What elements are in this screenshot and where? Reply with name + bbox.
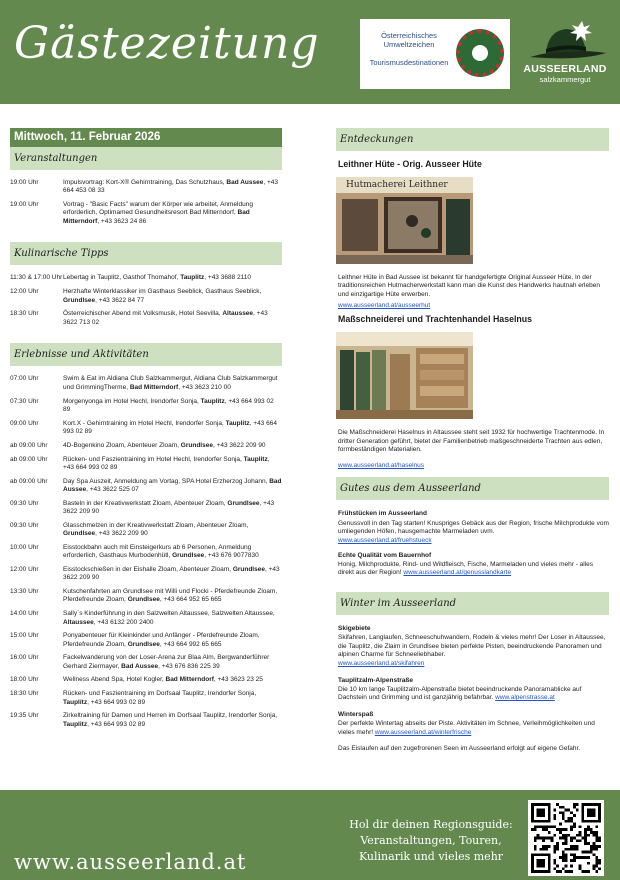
gutes-item-2 <box>336 552 609 578</box>
event-text: Zirkeltraining für Damen und Herren im Dorfsaal Tauplitz, Irendorfer Sonja, <box>63 712 278 720</box>
event-description <box>63 288 282 305</box>
event-phone: , +43 664 993 02 89 <box>63 455 270 471</box>
event-list <box>10 366 282 739</box>
event-row <box>10 478 282 495</box>
event-text: Fackelwanderung von der Loser-Arena zur Blaa Alm, Bergwanderführer Gerhard Ziermayer, <box>63 654 270 670</box>
event-text: Ponyabenteuer für Kleinkinder und Anfänger - Pferdefreunde Zloam, Pferdefreunde Zloam, <box>63 632 260 648</box>
event-time: 13:30 Uhr <box>10 588 39 596</box>
event-text: Glasschmelzen in der Kreativwerkstatt Zloam, Abenteuer Zloam, <box>63 521 249 529</box>
event-row <box>10 566 282 583</box>
gutes-item-text: Genussvoll in den Tag starten! Knuspriges Gebäck aus der Region, frische Milchprodukte vom umliegenden Höfen, hausgemachte Marmeladen uvm. <box>338 519 609 536</box>
event-text: Herzhafte Winterklassiker im Gasthaus Seeblick, Gasthaus Seeblick, <box>63 288 262 296</box>
link-genusslandkarte[interactable]: www.ausseerland.at/genusslandkarte <box>403 569 512 577</box>
event-row <box>10 179 282 196</box>
event-text: Swim & Eat im Aldiana Club Salzkammergut, Aldiana Club Salzkammergut und GrimmingTherme, <box>63 375 278 391</box>
event-phone: , +43 3623 210 00 <box>178 383 231 391</box>
event-description <box>63 398 282 415</box>
event-text: Vortrag - "Basic Facts" warum der Körper wie arbeitet, Anmeldung erforderlich, Optimamed Gesundheitsresort Bad Mitterndorf, <box>63 201 253 217</box>
event-description <box>63 676 282 684</box>
event-text: Kort.X - Gehirntraining im Hotel Hechl, Irendorfer Sonja, <box>63 419 226 427</box>
event-place: Tauplitz <box>225 419 250 427</box>
event-description <box>63 500 282 517</box>
event-text: Morgenyonga im Hotel Hechl, Irendorfer Sonja, <box>63 397 201 405</box>
event-description <box>63 310 282 327</box>
event-phone: , +43 664 952 65 665 <box>159 596 222 604</box>
event-row <box>10 310 282 327</box>
event-place: Grundlsee <box>63 296 96 304</box>
event-time: 19:00 Uhr <box>10 201 39 209</box>
umweltzeichen-seal-icon <box>456 29 504 77</box>
event-time: 12:00 Uhr <box>10 288 39 296</box>
qr-code-icon[interactable] <box>528 800 604 876</box>
event-description <box>63 632 282 649</box>
winter-item-body: Die 10 km lange Tauplitzalm-Alpenstraße bietet beeindruckende Panoramablicke auf Dachstein und Grimming und ist ganzjährig befahrbar. <box>338 685 582 702</box>
page-title: Gästezeitung <box>14 18 320 69</box>
event-place: Grundlsee <box>127 596 160 604</box>
event-place: Grundlsee <box>232 566 265 574</box>
event-phone: , +43 3688 2110 <box>204 274 251 282</box>
event-place: Tauplitz <box>63 698 88 706</box>
event-phone: , +43 3623 23 25 <box>213 676 263 684</box>
winter-item-title: Skigebiete <box>338 624 371 632</box>
event-place: Grundlsee <box>227 499 260 507</box>
event-row <box>10 398 282 415</box>
event-phone: , +43 3622 209 90 <box>95 530 148 538</box>
event-text: Wellness Abend Spa, Hotel Kogler, <box>63 676 166 684</box>
event-description <box>63 544 282 561</box>
section-header-gutes: Gutes aus dem Ausseerland <box>336 477 609 500</box>
winter-item-title: Tauplitzalm-Alpenstraße <box>338 676 414 684</box>
event-place: Bad Mitterndorf <box>63 209 250 225</box>
event-row <box>10 610 282 627</box>
event-time: 19:35 Uhr <box>10 712 39 720</box>
event-time: 10:00 Uhr <box>10 543 39 551</box>
event-phone: , +43 664 993 02 89 <box>87 698 146 706</box>
event-place: Grundlsee <box>180 441 213 449</box>
event-row <box>10 274 282 282</box>
event-sections <box>10 147 282 739</box>
shop-sign: Hutmacherei Leithner <box>346 180 448 190</box>
footer <box>0 790 620 880</box>
event-time: 19:00 Uhr <box>10 179 39 186</box>
event-phone: , +43 3622 713 02 <box>63 310 268 326</box>
gutes-item-body: Honig, Milchprodukte, Rind- und Wildfleisch, Fische, Marmeladen und vieles mehr - alles direkt aus der Region! <box>338 561 594 577</box>
event-place: Bad Aussee <box>63 477 282 493</box>
badge-line-1: Österreichisches <box>381 31 437 40</box>
event-list <box>10 265 282 337</box>
date-bar: Mittwoch, 11. Februar 2026 <box>10 128 282 147</box>
link-skifahren[interactable]: www.ausseerland.at/skifahren <box>338 659 425 667</box>
event-text: Eisstockbahn auch mit Einsteigerkurs ab 6 Personen, Anmeldung erforderlich, Gasthaus Murbodenhütl, <box>63 543 252 560</box>
hat-icon <box>520 17 610 63</box>
event-description <box>63 456 282 473</box>
event-row <box>10 442 282 450</box>
event-description <box>63 375 282 392</box>
event-row <box>10 690 282 707</box>
event-row <box>10 654 282 671</box>
winter-item-1 <box>336 625 609 667</box>
gutes-item-1 <box>336 510 609 543</box>
website-link[interactable]: www.ausseerland.at <box>14 850 247 874</box>
link-ausseerhut[interactable]: www.ausseerland.at/ausseerhut <box>338 302 431 310</box>
event-row <box>10 632 282 649</box>
event-description <box>63 478 282 495</box>
event-list <box>10 170 282 236</box>
cta-line-2: Veranstaltungen, Touren, <box>360 834 502 847</box>
ausseerland-logo <box>520 17 610 87</box>
event-row <box>10 288 282 305</box>
event-phone: , +43 3622 209 90 <box>212 441 266 449</box>
header <box>0 0 620 104</box>
event-text: Lebertag in Tauplitz, Gasthof Thomahof, <box>63 274 181 282</box>
event-place: Grundlsee <box>172 552 205 560</box>
event-row <box>10 375 282 392</box>
event-description <box>63 712 282 729</box>
event-time: 18:00 Uhr <box>10 676 39 684</box>
event-text: Sally´s Kinderführung in den Salzwelten Altaussee, Salzwelten Altaussee, <box>63 610 275 618</box>
event-text: 4D-Bogenkino Zloam, Abenteuer Zloam, <box>63 441 181 449</box>
event-place: Bad Mitterndorf <box>165 676 214 684</box>
winter-item-text <box>338 686 609 703</box>
event-phone: , +43 664 993 02 89 <box>87 720 146 728</box>
event-row <box>10 588 282 605</box>
event-text: Österreichischer Abend mit Volksmusik, Hotel Seevilla, <box>63 310 223 318</box>
event-description <box>63 179 282 196</box>
event-time: 07:30 Uhr <box>10 397 39 405</box>
feature-text-haselnus: Die Maßschneiderei Haselnus in Altaussee steht seit 1932 für hochwertige Trachtenmode. In dritter Generation geführt, bietet der Familienbetrieb maßgeschneiderte Trachten aus edlen, formbeständigen Materialien. <box>338 429 605 454</box>
regionsguide-cta <box>336 817 526 865</box>
feature-title-leithner: Leithner Hüte - Orig. Ausseer Hüte <box>338 159 482 169</box>
events-column <box>10 128 282 739</box>
link-winterfrische[interactable]: www.ausseerland.at/winterfrische <box>374 728 472 736</box>
event-phone: , +43 3622 525 07 <box>86 485 139 493</box>
event-time: ab 09:00 Uhr <box>10 455 48 463</box>
umweltzeichen-badge <box>360 19 510 89</box>
feature-text-leithner: Leithner Hüte in Bad Aussee ist bekannt für handgefertigte Original Ausseer Hüte. In der traditionsreichen Hutmacherwerkstatt kann man die Kunst des Handwerks hautnah erleben und einzigartige Hüte erwerben. <box>338 274 600 298</box>
section-header: Kulinarische Tipps <box>10 242 282 265</box>
event-description <box>63 610 282 627</box>
gutes-item-title: Frühstücken im Ausseerland <box>338 510 427 518</box>
section-header: Veranstaltungen <box>10 147 282 170</box>
event-description <box>63 690 282 707</box>
event-phone: , +43 664 993 02 89 <box>63 397 274 413</box>
event-row <box>10 500 282 517</box>
event-place: Bad Aussee <box>121 662 159 670</box>
section-header-entdeckungen: Entdeckungen <box>336 128 609 151</box>
event-text: Impulsvortrag: Kort-X® Gehirntraining, Das Schutzhaus, <box>63 179 227 186</box>
event-phone: , +43 6132 200 2400 <box>93 618 154 626</box>
event-description <box>63 654 282 671</box>
event-place: Tauplitz <box>180 274 205 282</box>
event-place: Grundlsee <box>127 640 160 648</box>
event-description <box>63 420 282 437</box>
badge-line-2: Umweltzeichen <box>383 40 435 49</box>
event-phone: , +43 3622 209 90 <box>63 566 280 582</box>
event-row <box>10 201 282 226</box>
event-place: Grundlsee <box>63 530 96 538</box>
event-time: 18:30 Uhr <box>10 690 39 698</box>
event-row <box>10 420 282 437</box>
event-place: Altaussee <box>63 618 94 626</box>
event-text: Rücken- und Faszientraining im Dorfsaal Tauplitz, Irendorfer Sonja, <box>63 690 257 698</box>
winter-item-2 <box>336 677 609 703</box>
event-place: Tauplitz <box>200 397 225 405</box>
winter-item-text <box>338 720 609 737</box>
section-header: Erlebnisse und Aktivitäten <box>10 343 282 366</box>
event-description <box>63 588 282 605</box>
link-alpenstrasse[interactable]: www.alpenstrasse.at <box>495 694 555 702</box>
event-description <box>63 274 282 282</box>
event-phone: , +43 664 453 08 33 <box>63 179 278 195</box>
badge-text <box>368 31 450 67</box>
winter-item-text: Skifahren, Langlaufen, Schneeschuhwandern, Rodeln & vieles mehr! Der Loser in Altaussee, die Tauplitz, die Zlaim in Grundlsee bieten perfekte Pisten, beeindruckende Panoramen und alpinen Charme für Schneeliebhaber. <box>338 634 606 659</box>
event-place: Altaussee <box>222 310 254 318</box>
feature-title-haselnus: Maßschneiderei und Trachtenhandel Haselnus <box>338 314 533 325</box>
cta-line-1: Hol dir deinen Regionsguide: <box>349 818 513 831</box>
event-row <box>10 522 282 539</box>
event-time: 09:30 Uhr <box>10 521 39 529</box>
gutes-item-text <box>338 561 609 578</box>
event-place: Tauplitz <box>63 720 88 728</box>
brand-subtitle: salzkammergut <box>539 75 591 84</box>
event-phone: , +43 664 993 02 89 <box>63 419 277 435</box>
event-phone: , +43 3622 84 77 <box>95 296 145 304</box>
event-phone: , +43 664 992 65 665 <box>159 640 222 648</box>
event-text: Rücken- und Faszientraining im Hotel Hechl, Irendorfer Sonja, <box>63 455 244 463</box>
event-description <box>63 522 282 539</box>
link-fruehstueck[interactable]: www.ausseerland.at/fruehstueck <box>338 536 432 544</box>
event-row <box>10 712 282 729</box>
event-text: Day Spa Auszeit, Anmeldung am Vortag, SPA Hotel Erzherzog Johann, <box>63 477 270 485</box>
brand-name: AUSSEERLAND <box>523 63 607 75</box>
safety-note: Das Eislaufen auf den zugefrorenen Seen im Ausseerland erfolgt auf eigene Gefahr. <box>338 744 581 752</box>
event-text: Basteln in der Kreativwerkstatt Zloam, Abenteuer Zloam, <box>63 499 228 507</box>
event-description <box>63 201 282 226</box>
event-time: ab 09:00 Uhr <box>10 441 48 449</box>
section-header-winter: Winter im Ausseerland <box>336 592 609 615</box>
winter-item-3 <box>336 711 609 737</box>
event-text: Eisstockschießen in der Eishalle Zloam, Abenteuer Zloam, <box>63 566 233 574</box>
event-time: 18:30 Uhr <box>10 310 39 318</box>
leithner-shop-photo <box>336 177 473 264</box>
event-place: Tauplitz <box>243 455 268 463</box>
gutes-item-title: Echte Qualität vom Bauernhof <box>338 551 432 559</box>
event-phone: , +43 3622 209 90 <box>63 499 275 516</box>
event-time: 11:30 & 17:00 Uhr <box>10 274 63 282</box>
event-place: Bad Aussee <box>226 179 264 186</box>
event-row <box>10 456 282 473</box>
cta-line-3: Kulinarik und vieles mehr <box>358 850 504 863</box>
event-time: 09:30 Uhr <box>10 499 39 507</box>
haselnus-shop-photo <box>336 332 473 419</box>
event-row <box>10 544 282 561</box>
event-phone: , +43 676 836 225 39 <box>158 662 220 670</box>
event-description <box>63 566 282 583</box>
event-time: 12:00 Uhr <box>10 566 39 574</box>
badge-line-3: Tourismusdestinationen <box>369 58 449 67</box>
event-time: 09:00 Uhr <box>10 419 39 427</box>
event-text: Kutschenfahrten am Grundlsee mit Willi und Flocki - Pferdefreunde Zloam, Pferdefreunde Zloam, <box>63 588 278 604</box>
event-time: 14:00 Uhr <box>10 610 39 618</box>
event-phone: , +43 676 9077830 <box>204 552 259 560</box>
link-haselnus[interactable]: www.ausseerland.at/haselnus <box>338 462 424 470</box>
event-description <box>63 442 282 450</box>
winter-item-body: Der perfekte Wintertag abseits der Piste. Aktivitäten im Schnee, Verleihmöglichkeiten und vieles mehr! <box>338 720 595 736</box>
event-time: 15:00 Uhr <box>10 632 39 640</box>
event-time: 16:00 Uhr <box>10 654 39 662</box>
features-column <box>336 128 609 753</box>
event-row <box>10 676 282 684</box>
event-place: Bad Mitterndorf <box>129 383 179 391</box>
event-time: ab 09:00 Uhr <box>10 477 48 485</box>
winter-item-title: Winterspaß <box>338 710 374 718</box>
event-time: 07:00 Uhr <box>10 375 39 383</box>
event-phone: , +43 3623 24 86 <box>97 217 147 225</box>
